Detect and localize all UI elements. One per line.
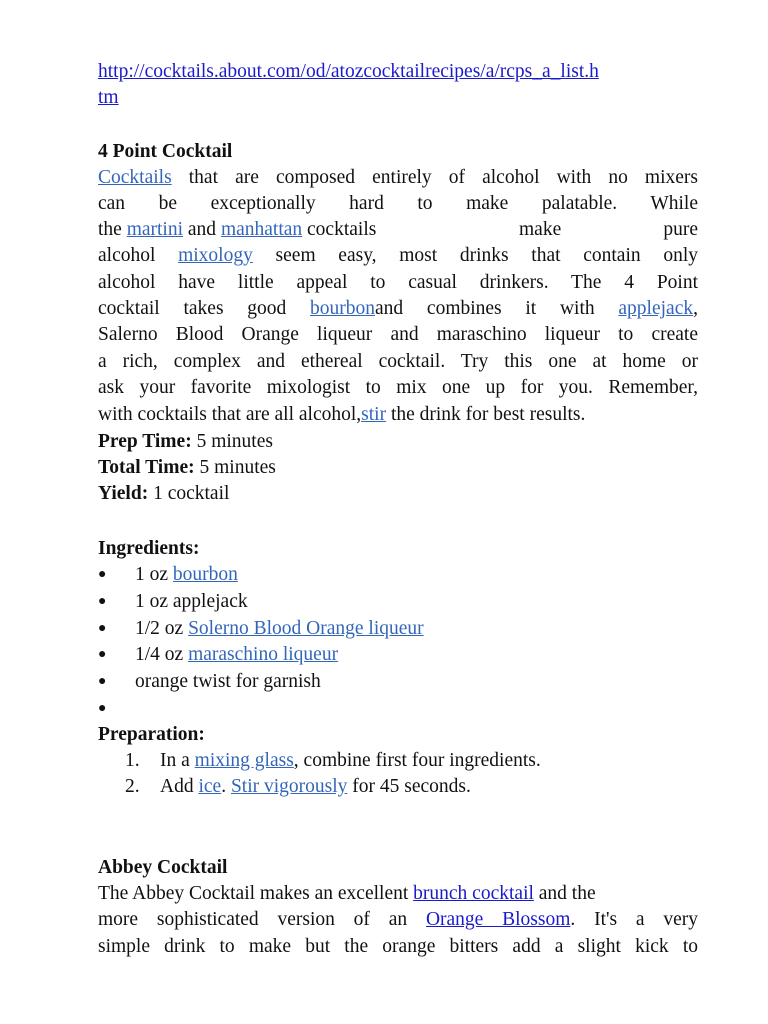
document-page: http://cocktails.about.com/od/atozcocktailrecipes/a/rcps_a_list.h tm 4 Point Cocktail Cocktails that are composed entirely of alcohol with no mixers can be exceptionally hard to make palatable. While the martini and manhattan cocktails make pure alcohol mixology seem easy, most drinks that contain only alcohol have little appeal to casual drinkers. The 4 Point cocktail takes good bourbonand combines it with applejack, Salerno Blood Orange liqueur and maraschino liqueur to create a rich, complex and ethereal cocktail. Try this one at home or ask your favorite mixologist to mix one up for you. Remember, with cocktails that are all alcohol,stir the drink for best results. Prep Time: 5 minutes Total Time: 5 minutes Yield: 1 cocktail Ingredients: ● 1 oz bourbon ● 1 oz applejack ● 1/2 oz Solerno Blood Orange liqueur ● 1/4 oz maraschino liqueur ● orange twist for garnish ● Preparation: 1. In a mixing glass, combine first four ingredients. 2. Add ice. Stir vigorously for 45 seconds. Abbey Cocktail The Abbey Cocktail makes an excellent brunch cocktail and the more sophisticated version of an Orange Blossom. It's a very simple drink to make but the orange bitters add a slight kick to [0,0,768,1024]
bullet: ● [98,594,107,609]
link-orange-blossom[interactable]: Orange Blossom [425,909,571,930]
para-line: the martini and manhattan cocktails make pure [98,219,698,240]
link-mixing-glass[interactable]: mixing glass [194,750,294,771]
source-url-cont[interactable] [98,85,698,111]
preparation-heading: Preparation: [98,724,205,745]
link-cocktails[interactable]: Cocktails [98,167,172,188]
link-brunch-cocktail[interactable]: brunch cocktail [413,883,534,904]
yield: Yield: 1 cocktail [98,483,230,504]
prep-time: Prep Time: 5 minutes [98,431,273,452]
bullet: ● [98,674,107,689]
source-url-link-line1[interactable]: http://cocktails.about.com/od/atozcocktailrecipes/a/rcps_a_list.h [98,61,599,82]
para-line: can be exceptionally hard to make palatable. While [98,193,698,214]
link-ice[interactable]: ice [198,776,222,797]
total-time: Total Time: 5 minutes [98,457,276,478]
link-manhattan[interactable]: manhattan [220,219,303,240]
link-martini[interactable]: martini [126,219,184,240]
source-url[interactable] [98,59,698,85]
link-mixology[interactable]: mixology [178,245,253,266]
link-stir-vigorously[interactable]: Stir vigorously [230,776,348,797]
para-line: more sophisticated version of an Orange Blossom. It's a very [98,909,698,930]
bullet: ● [98,701,107,716]
section-title-4-point: 4 Point Cocktail [98,141,233,162]
link-bourbon[interactable]: bourbon [310,298,376,319]
link-stir[interactable]: stir [361,404,387,425]
link-maraschino-liqueur[interactable]: maraschino liqueur [188,644,339,665]
bullet: ● [98,647,107,662]
section-title-abbey: Abbey Cocktail [98,857,228,878]
para-line: Cocktails that are composed entirely of alcohol with no mixers [98,167,698,188]
para-line: alcohol mixology seem easy, most drinks that contain only [98,245,698,266]
para-line: alcohol have little appeal to casual drinkers. The 4 Point [98,272,698,293]
link-solerno-liqueur[interactable]: Solerno Blood Orange liqueur [188,618,424,639]
bullet: ● [98,567,107,582]
bullet: ● [98,621,107,636]
para-line: cocktail takes good bourbonand combines it with applejack, [98,298,698,319]
para-line: simple drink to make but the orange bitters add a slight kick to [98,936,698,957]
para-line: The Abbey Cocktail makes an excellent brunch cocktail and the [98,883,596,904]
para-line: a rich, complex and ethereal cocktail. Try this one at home or [98,351,698,372]
para-line: ask your favorite mixologist to mix one up for you. Remember, [98,377,698,398]
source-url-link-line2[interactable]: tm [98,87,119,108]
para-line: with cocktails that are all alcohol,stir the drink for best results. [98,404,586,425]
link-applejack[interactable]: applejack [618,298,694,319]
ingredients-heading: Ingredients: [98,538,200,559]
link-bourbon[interactable]: bourbon [172,564,238,585]
para-line: Salerno Blood Orange liqueur and maraschino liqueur to create [98,324,698,345]
